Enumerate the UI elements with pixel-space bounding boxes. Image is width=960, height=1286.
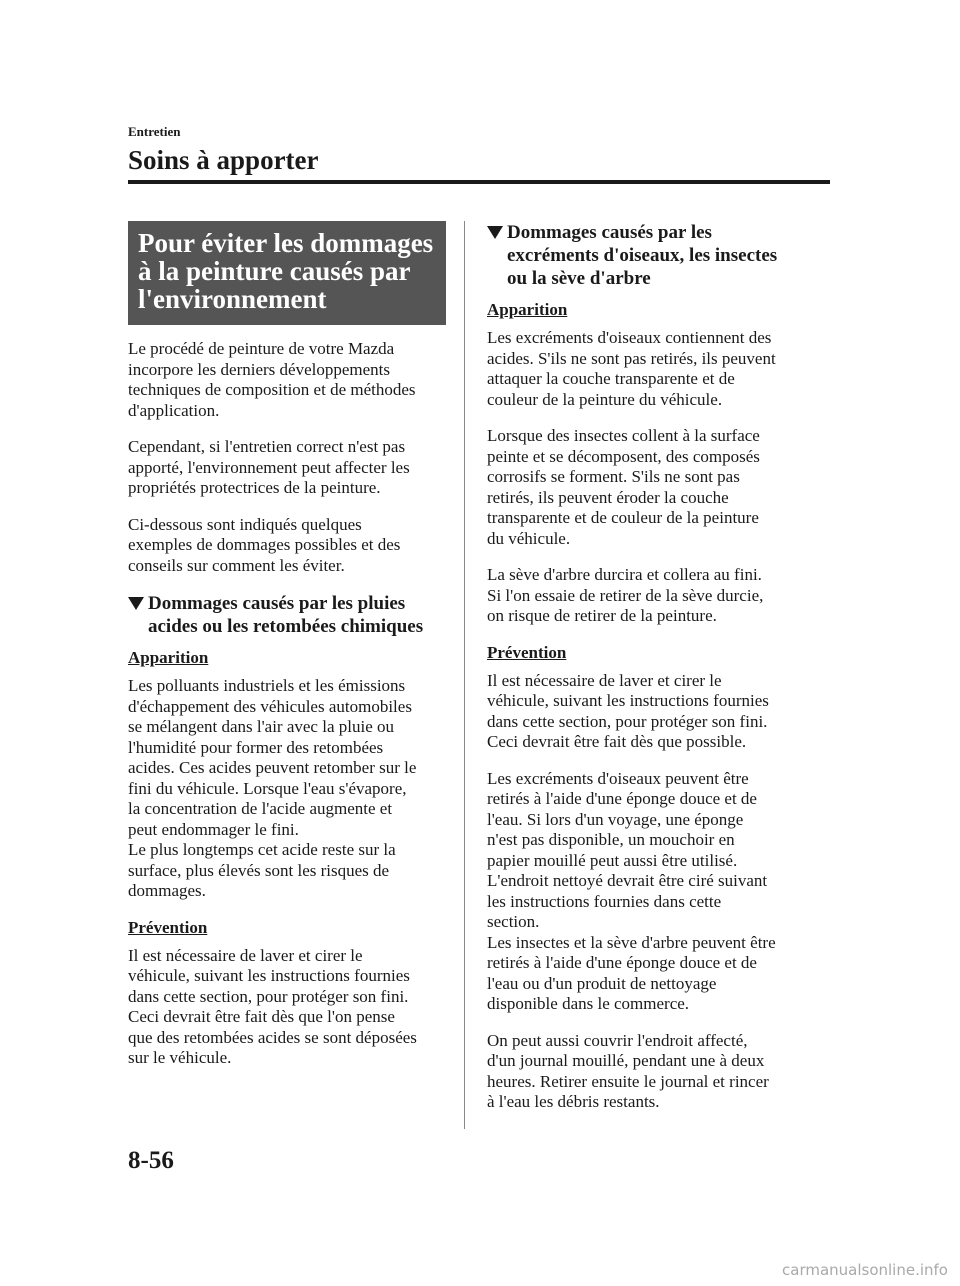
text-line: corrosifs se forment. S'ils ne sont pas: [487, 467, 740, 486]
text-line: du véhicule.: [487, 528, 571, 548]
heading-line: ou la sève d'arbre: [507, 268, 651, 289]
text-line: l'humidité pour former des retombées: [128, 737, 384, 757]
text-line: Il est nécessaire de laver et cirer le: [487, 670, 722, 690]
banner-line: l'environnement: [138, 284, 327, 314]
prevention-paragraph: [128, 946, 446, 1069]
text-line: Ceci devrait être fait dès que possible.: [487, 732, 747, 751]
text-line: d'application.: [128, 400, 220, 420]
text-line: Il est nécessaire de laver et cirer le: [128, 945, 363, 965]
intro-paragraph: [128, 437, 446, 499]
text-line: La sève d'arbre durcira et collera au fini.: [487, 565, 762, 584]
text-line: Ci-dessous sont indiqués quelques: [128, 514, 362, 534]
right-column: [487, 221, 805, 1129]
apparition-paragraph: [487, 426, 805, 549]
text-line: section.: [487, 912, 540, 931]
text-line: véhicule, suivant les instructions fournies: [128, 966, 410, 985]
text-line: techniques de composition et de méthodes: [128, 380, 416, 399]
prevention-paragraph: [487, 671, 805, 753]
text-line: Les insectes et la sève d'arbre peuvent être: [487, 932, 776, 952]
intro-paragraph: [128, 339, 446, 421]
text-line: Le plus longtemps cet acide reste sur la: [128, 840, 396, 859]
apparition-paragraph: [128, 676, 446, 902]
text-line: L'endroit nettoyé devrait être ciré suivant: [487, 871, 768, 890]
text-line: véhicule, suivant les instructions fournies: [487, 691, 769, 710]
banner-line: à la peinture causés par: [138, 256, 411, 286]
breadcrumb: Entretien: [128, 124, 181, 139]
text-line: disponible dans le commerce.: [487, 994, 690, 1013]
text-line: Les excréments d'oiseaux peuvent être: [487, 768, 749, 788]
text-line: apporté, l'environnement peut affecter les: [128, 457, 410, 477]
header-rule: [128, 180, 830, 184]
text-line: acides. Ces acides peuvent retomber sur le: [128, 758, 417, 777]
heading-line: Dommages causés par les pluies: [148, 593, 406, 614]
apparition-paragraph: [487, 328, 805, 410]
subsection-heading: [487, 221, 805, 290]
text-line: exemples de dommages possibles et des: [128, 535, 401, 554]
text-line: n'est pas disponible, un mouchoir en: [487, 830, 735, 849]
text-line: dommages.: [128, 881, 206, 900]
banner-line: Pour éviter les dommages: [138, 228, 434, 258]
text-line: incorpore les derniers développements: [128, 359, 390, 379]
page-header: [128, 123, 830, 178]
text-line: d'échappement des véhicules automobiles: [128, 696, 412, 716]
text-line: l'eau ou d'un produit de nettoyage: [487, 973, 717, 993]
text-line: retirés, ils peuvent éroder la couche: [487, 487, 729, 507]
text-line: se mélangent dans l'air avec la pluie ou: [128, 717, 394, 736]
text-line: sur le véhicule.: [128, 1048, 232, 1067]
intro-paragraph: [128, 515, 446, 577]
text-line: peut endommager le fini.: [128, 819, 299, 839]
text-line: Lorsque des insectes collent à la surface: [487, 426, 760, 445]
text-line: conseils sur comment les éviter.: [128, 555, 345, 575]
text-line: retirés à l'aide d'une éponge douce et de: [487, 789, 757, 808]
text-line: peinte et se décomposent, des composés: [487, 446, 760, 466]
triangle-bullet-icon: [128, 597, 144, 610]
text-line: heures. Retirer ensuite le journal et rincer: [487, 1071, 769, 1091]
column-divider: [464, 221, 465, 1129]
text-line: fini du véhicule. Lorsque l'eau s'évapore,: [128, 778, 407, 798]
prevention-label: Prévention: [128, 917, 208, 937]
text-line: Les polluants industriels et les émissions: [128, 676, 406, 695]
text-line: Le procédé de peinture de votre Mazda: [128, 339, 395, 358]
text-line: On peut aussi couvrir l'endroit affecté,: [487, 1030, 748, 1050]
page-number: 8-56: [128, 1147, 174, 1174]
apparition-label: Apparition: [128, 648, 209, 667]
text-line: papier mouillé peut aussi être utilisé.: [487, 850, 738, 870]
prevention-paragraph: [487, 1031, 805, 1113]
triangle-bullet-icon: [487, 226, 503, 239]
text-line: la concentration de l'acide augmente et: [128, 799, 393, 818]
text-line: les instructions fournies dans cette: [487, 891, 722, 911]
text-line: que des retombées acides se sont déposées: [128, 1027, 417, 1047]
text-line: couleur de la peinture du véhicule.: [487, 389, 723, 409]
heading-line: Dommages causés par les: [507, 222, 712, 243]
prevention-label: Prévention: [487, 642, 567, 662]
text-line: propriétés protectrices de la peinture.: [128, 478, 381, 497]
text-line: Cependant, si l'entretien correct n'est pas: [128, 437, 406, 456]
text-line: attaquer la couche transparente et de: [487, 369, 735, 388]
text-line: à l'eau les débris restants.: [487, 1092, 660, 1111]
text-line: d'un journal mouillé, pendant une à deux: [487, 1051, 765, 1070]
text-line: l'eau. Si lors d'un voyage, une éponge: [487, 809, 744, 829]
subsection-heading: [128, 592, 446, 638]
text-line: dans cette section, pour protéger son fini.: [487, 711, 768, 731]
heading-line: excréments d'oiseaux, les insectes: [507, 245, 778, 266]
text-line: Si l'on essaie de retirer de la sève durcie,: [487, 585, 764, 605]
text-line: transparente et de couleur de la peinture: [487, 508, 759, 527]
text-line: on risque de retirer de la peinture.: [487, 606, 717, 625]
page-title: Soins à apporter: [128, 145, 319, 175]
text-line: acides. S'ils ne sont pas retirés, ils peuvent: [487, 348, 776, 368]
prevention-paragraph: [487, 769, 805, 1015]
apparition-paragraph: [487, 565, 805, 627]
text-line: Ceci devrait être fait dès que l'on pense: [128, 1007, 395, 1026]
text-line: dans cette section, pour protéger son fini.: [128, 986, 409, 1006]
section-banner: [128, 221, 446, 325]
watermark: carmanualsonline.info: [782, 1261, 948, 1279]
apparition-label: Apparition: [487, 300, 568, 319]
text-line: surface, plus élevés sont les risques de: [128, 860, 390, 880]
text-line: Les excréments d'oiseaux contiennent des: [487, 328, 772, 347]
text-line: retirés à l'aide d'une éponge douce et de: [487, 953, 757, 972]
heading-line: acides ou les retombées chimiques: [148, 616, 424, 637]
left-column: [128, 221, 446, 1085]
